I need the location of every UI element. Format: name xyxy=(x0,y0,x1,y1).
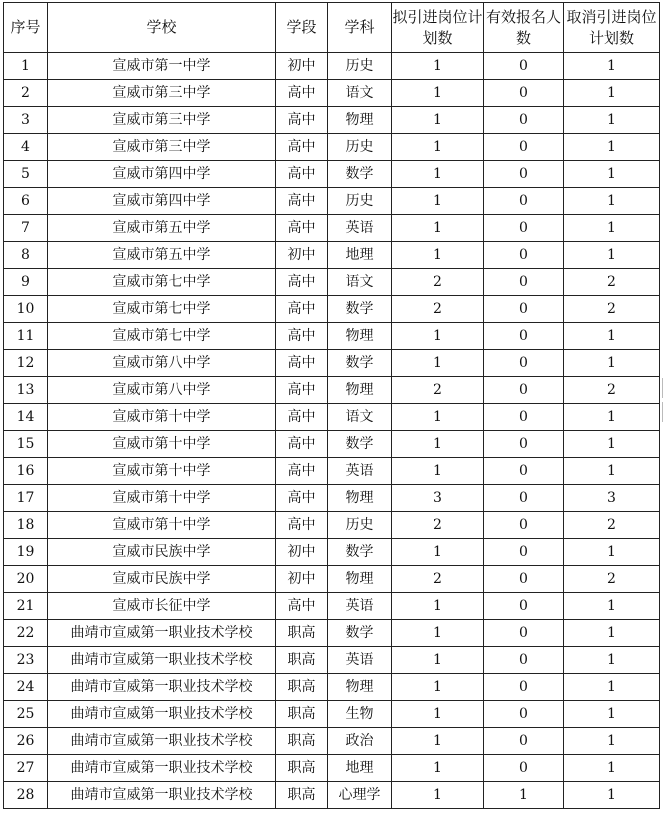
cell-level: 职高 xyxy=(276,647,328,674)
cell-level: 初中 xyxy=(276,566,328,593)
table-row xyxy=(4,269,660,296)
table-body xyxy=(4,53,660,809)
cell-school: 宣威市第三中学 xyxy=(48,107,276,134)
cell-school: 宣威市第十中学 xyxy=(48,485,276,512)
table-row xyxy=(4,134,660,161)
cell-level: 职高 xyxy=(276,755,328,782)
cell-seq: 22 xyxy=(4,620,48,647)
cell-school: 宣威市第十中学 xyxy=(48,431,276,458)
cell-cancelled: 1 xyxy=(564,134,660,161)
table-row xyxy=(4,377,660,404)
cell-seq: 19 xyxy=(4,539,48,566)
cell-level: 高中 xyxy=(276,458,328,485)
cell-cancelled: 1 xyxy=(564,647,660,674)
table-row xyxy=(4,701,660,728)
cell-level: 高中 xyxy=(276,161,328,188)
cell-planned: 1 xyxy=(392,134,484,161)
cell-planned: 1 xyxy=(392,431,484,458)
cell-seq: 4 xyxy=(4,134,48,161)
cell-planned: 1 xyxy=(392,80,484,107)
cell-subject: 历史 xyxy=(328,188,392,215)
cell-level: 职高 xyxy=(276,620,328,647)
cell-planned: 1 xyxy=(392,323,484,350)
cell-seq: 5 xyxy=(4,161,48,188)
cell-applicants: 0 xyxy=(484,701,564,728)
cell-subject: 数学 xyxy=(328,161,392,188)
cell-planned: 1 xyxy=(392,188,484,215)
cell-applicants: 0 xyxy=(484,134,564,161)
cell-cancelled: 1 xyxy=(564,782,660,809)
cell-school: 宣威市第七中学 xyxy=(48,323,276,350)
cell-applicants: 0 xyxy=(484,485,564,512)
cell-planned: 1 xyxy=(392,647,484,674)
cell-seq: 18 xyxy=(4,512,48,539)
cell-applicants: 0 xyxy=(484,539,564,566)
cell-subject: 语文 xyxy=(328,269,392,296)
cell-planned: 1 xyxy=(392,53,484,80)
cell-school: 宣威市长征中学 xyxy=(48,593,276,620)
cell-cancelled: 2 xyxy=(564,269,660,296)
cell-subject: 物理 xyxy=(328,107,392,134)
cell-seq: 23 xyxy=(4,647,48,674)
cell-seq: 12 xyxy=(4,350,48,377)
table-row xyxy=(4,620,660,647)
cell-subject: 数学 xyxy=(328,296,392,323)
cell-seq: 9 xyxy=(4,269,48,296)
cell-school: 曲靖市宣威第一职业技术学校 xyxy=(48,782,276,809)
cell-cancelled: 1 xyxy=(564,53,660,80)
cell-planned: 1 xyxy=(392,701,484,728)
cell-level: 高中 xyxy=(276,377,328,404)
cell-applicants: 0 xyxy=(484,269,564,296)
cell-applicants: 0 xyxy=(484,107,564,134)
cell-planned: 1 xyxy=(392,458,484,485)
cell-applicants: 0 xyxy=(484,728,564,755)
table-row xyxy=(4,107,660,134)
cell-cancelled: 1 xyxy=(564,350,660,377)
recruitment-table xyxy=(3,2,660,809)
cell-applicants: 0 xyxy=(484,566,564,593)
cell-school: 曲靖市宣威第一职业技术学校 xyxy=(48,701,276,728)
header-level: 学段 xyxy=(276,3,328,53)
table-row xyxy=(4,512,660,539)
cell-applicants: 0 xyxy=(484,593,564,620)
cell-school: 宣威市第八中学 xyxy=(48,350,276,377)
cell-subject: 历史 xyxy=(328,53,392,80)
cell-level: 高中 xyxy=(276,188,328,215)
cell-cancelled: 1 xyxy=(564,431,660,458)
cell-subject: 数学 xyxy=(328,539,392,566)
cell-planned: 1 xyxy=(392,107,484,134)
cell-seq: 14 xyxy=(4,404,48,431)
cell-school: 曲靖市宣威第一职业技术学校 xyxy=(48,620,276,647)
edge-mark xyxy=(662,378,667,398)
cell-applicants: 1 xyxy=(484,782,564,809)
cell-applicants: 0 xyxy=(484,242,564,269)
cell-cancelled: 1 xyxy=(564,539,660,566)
cell-school: 宣威市民族中学 xyxy=(48,539,276,566)
cell-seq: 2 xyxy=(4,80,48,107)
table-row xyxy=(4,323,660,350)
cell-school: 曲靖市宣威第一职业技术学校 xyxy=(48,728,276,755)
cell-seq: 16 xyxy=(4,458,48,485)
cell-level: 高中 xyxy=(276,80,328,107)
table-row xyxy=(4,296,660,323)
cell-school: 宣威市第十中学 xyxy=(48,512,276,539)
cell-applicants: 0 xyxy=(484,431,564,458)
cell-subject: 物理 xyxy=(328,674,392,701)
cell-applicants: 0 xyxy=(484,458,564,485)
cell-level: 高中 xyxy=(276,485,328,512)
cell-seq: 20 xyxy=(4,566,48,593)
cell-applicants: 0 xyxy=(484,80,564,107)
cell-school: 宣威市第十中学 xyxy=(48,404,276,431)
cell-level: 高中 xyxy=(276,323,328,350)
cell-level: 职高 xyxy=(276,782,328,809)
edge-mark xyxy=(662,402,667,422)
cell-school: 宣威市第三中学 xyxy=(48,80,276,107)
cell-level: 高中 xyxy=(276,404,328,431)
cell-planned: 1 xyxy=(392,782,484,809)
cell-cancelled: 1 xyxy=(564,674,660,701)
cell-seq: 7 xyxy=(4,215,48,242)
cell-applicants: 0 xyxy=(484,620,564,647)
cell-applicants: 0 xyxy=(484,188,564,215)
cell-planned: 1 xyxy=(392,161,484,188)
cell-level: 职高 xyxy=(276,674,328,701)
cell-school: 宣威市第八中学 xyxy=(48,377,276,404)
table-row xyxy=(4,593,660,620)
cell-school: 曲靖市宣威第一职业技术学校 xyxy=(48,647,276,674)
cell-cancelled: 1 xyxy=(564,755,660,782)
cell-planned: 1 xyxy=(392,350,484,377)
cell-planned: 2 xyxy=(392,377,484,404)
cell-school: 宣威市第四中学 xyxy=(48,161,276,188)
cell-cancelled: 2 xyxy=(564,377,660,404)
cell-seq: 21 xyxy=(4,593,48,620)
cell-subject: 地理 xyxy=(328,242,392,269)
cell-level: 高中 xyxy=(276,593,328,620)
cell-school: 曲靖市宣威第一职业技术学校 xyxy=(48,755,276,782)
cell-cancelled: 1 xyxy=(564,458,660,485)
table-row xyxy=(4,674,660,701)
cell-level: 高中 xyxy=(276,215,328,242)
cell-school: 宣威市第五中学 xyxy=(48,242,276,269)
table-row xyxy=(4,755,660,782)
cell-seq: 15 xyxy=(4,431,48,458)
cell-applicants: 0 xyxy=(484,323,564,350)
cell-subject: 数学 xyxy=(328,431,392,458)
cell-cancelled: 1 xyxy=(564,188,660,215)
table-row xyxy=(4,647,660,674)
cell-subject: 历史 xyxy=(328,512,392,539)
cell-level: 高中 xyxy=(276,350,328,377)
header-applicants: 有效报名人数 xyxy=(484,3,564,53)
cell-school: 宣威市民族中学 xyxy=(48,566,276,593)
cell-subject: 生物 xyxy=(328,701,392,728)
cell-cancelled: 1 xyxy=(564,728,660,755)
cell-subject: 英语 xyxy=(328,215,392,242)
table-row xyxy=(4,80,660,107)
table-row xyxy=(4,350,660,377)
cell-planned: 2 xyxy=(392,296,484,323)
cell-subject: 历史 xyxy=(328,134,392,161)
cell-applicants: 0 xyxy=(484,53,564,80)
cell-school: 宣威市第七中学 xyxy=(48,296,276,323)
cell-cancelled: 1 xyxy=(564,161,660,188)
cell-cancelled: 1 xyxy=(564,593,660,620)
table-row xyxy=(4,188,660,215)
cell-level: 初中 xyxy=(276,242,328,269)
cell-level: 初中 xyxy=(276,53,328,80)
cell-subject: 物理 xyxy=(328,485,392,512)
table-row xyxy=(4,485,660,512)
cell-seq: 17 xyxy=(4,485,48,512)
table-row xyxy=(4,728,660,755)
cell-applicants: 0 xyxy=(484,755,564,782)
cell-subject: 英语 xyxy=(328,593,392,620)
cell-planned: 3 xyxy=(392,485,484,512)
cell-applicants: 0 xyxy=(484,377,564,404)
cell-subject: 英语 xyxy=(328,458,392,485)
cell-seq: 25 xyxy=(4,701,48,728)
cell-cancelled: 1 xyxy=(564,620,660,647)
table-row xyxy=(4,242,660,269)
cell-seq: 28 xyxy=(4,782,48,809)
header-cancelled: 取消引进岗位计划数 xyxy=(564,3,660,53)
cell-level: 高中 xyxy=(276,134,328,161)
table-row xyxy=(4,404,660,431)
cell-seq: 13 xyxy=(4,377,48,404)
cell-planned: 2 xyxy=(392,269,484,296)
cell-cancelled: 1 xyxy=(564,404,660,431)
cell-planned: 1 xyxy=(392,728,484,755)
cell-subject: 英语 xyxy=(328,647,392,674)
cell-applicants: 0 xyxy=(484,215,564,242)
cell-school: 宣威市第三中学 xyxy=(48,134,276,161)
cell-cancelled: 1 xyxy=(564,323,660,350)
cell-seq: 1 xyxy=(4,53,48,80)
cell-school: 宣威市第七中学 xyxy=(48,269,276,296)
cell-applicants: 0 xyxy=(484,350,564,377)
cell-level: 初中 xyxy=(276,539,328,566)
header-school: 学校 xyxy=(48,3,276,53)
cell-planned: 1 xyxy=(392,539,484,566)
cell-planned: 1 xyxy=(392,404,484,431)
cell-planned: 1 xyxy=(392,674,484,701)
cell-subject: 物理 xyxy=(328,323,392,350)
cell-seq: 24 xyxy=(4,674,48,701)
table-row xyxy=(4,539,660,566)
cell-seq: 8 xyxy=(4,242,48,269)
table-row xyxy=(4,431,660,458)
cell-applicants: 0 xyxy=(484,512,564,539)
table-row xyxy=(4,458,660,485)
cell-applicants: 0 xyxy=(484,296,564,323)
cell-level: 高中 xyxy=(276,431,328,458)
cell-applicants: 0 xyxy=(484,404,564,431)
cell-cancelled: 2 xyxy=(564,512,660,539)
cell-level: 高中 xyxy=(276,512,328,539)
header-subject: 学科 xyxy=(328,3,392,53)
cell-level: 高中 xyxy=(276,269,328,296)
cell-subject: 物理 xyxy=(328,566,392,593)
cell-subject: 政治 xyxy=(328,728,392,755)
cell-subject: 心理学 xyxy=(328,782,392,809)
cell-level: 职高 xyxy=(276,728,328,755)
cell-level: 高中 xyxy=(276,296,328,323)
cell-subject: 物理 xyxy=(328,377,392,404)
cell-school: 宣威市第十中学 xyxy=(48,458,276,485)
cell-level: 职高 xyxy=(276,701,328,728)
cell-school: 宣威市第五中学 xyxy=(48,215,276,242)
cell-subject: 语文 xyxy=(328,80,392,107)
cell-seq: 26 xyxy=(4,728,48,755)
cell-school: 宣威市第一中学 xyxy=(48,53,276,80)
cell-subject: 数学 xyxy=(328,620,392,647)
cell-planned: 1 xyxy=(392,620,484,647)
cell-applicants: 0 xyxy=(484,674,564,701)
cell-seq: 10 xyxy=(4,296,48,323)
cell-cancelled: 1 xyxy=(564,107,660,134)
cell-school: 曲靖市宣威第一职业技术学校 xyxy=(48,674,276,701)
cell-subject: 语文 xyxy=(328,404,392,431)
header-row xyxy=(4,3,660,53)
cell-seq: 27 xyxy=(4,755,48,782)
cell-level: 高中 xyxy=(276,107,328,134)
cell-school: 宣威市第四中学 xyxy=(48,188,276,215)
header-planned: 拟引进岗位计划数 xyxy=(392,3,484,53)
cell-seq: 11 xyxy=(4,323,48,350)
table-row xyxy=(4,161,660,188)
cell-planned: 1 xyxy=(392,593,484,620)
table-header xyxy=(4,3,660,53)
table-row xyxy=(4,566,660,593)
cell-subject: 数学 xyxy=(328,350,392,377)
cell-planned: 2 xyxy=(392,566,484,593)
cell-cancelled: 1 xyxy=(564,701,660,728)
cell-cancelled: 1 xyxy=(564,80,660,107)
cell-planned: 1 xyxy=(392,215,484,242)
cell-cancelled: 1 xyxy=(564,242,660,269)
cell-planned: 1 xyxy=(392,755,484,782)
table-row xyxy=(4,53,660,80)
cell-subject: 地理 xyxy=(328,755,392,782)
table-row xyxy=(4,782,660,809)
header-seq: 序号 xyxy=(4,3,48,53)
cell-cancelled: 2 xyxy=(564,566,660,593)
cell-cancelled: 3 xyxy=(564,485,660,512)
table-row xyxy=(4,215,660,242)
cell-cancelled: 2 xyxy=(564,296,660,323)
cell-applicants: 0 xyxy=(484,647,564,674)
cell-applicants: 0 xyxy=(484,161,564,188)
cell-cancelled: 1 xyxy=(564,215,660,242)
cell-seq: 3 xyxy=(4,107,48,134)
cell-seq: 6 xyxy=(4,188,48,215)
cell-planned: 1 xyxy=(392,242,484,269)
cell-planned: 2 xyxy=(392,512,484,539)
